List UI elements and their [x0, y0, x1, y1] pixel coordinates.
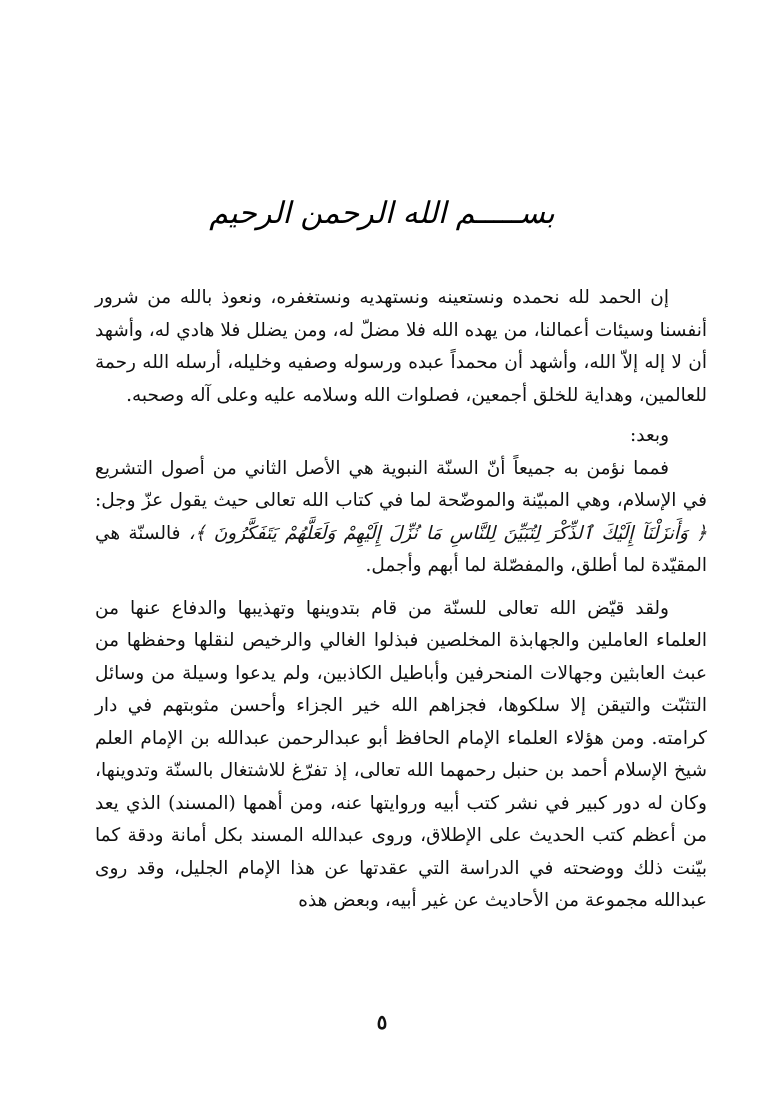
- opening-paragraph: إن الحمد لله نحمده ونستعينه ونستهديه ونستغفره، ونعوذ بالله من شرور أنفسنا وسيئات أعمالنا، من يهده الله فلا مضلّ له، ومن يضلل فلا هادي له، وأشهد أن لا إله إلاّ الله، وأشهد أن محمداً عبده ورسوله وصفيه وخليله، أرسله الله رحمة للعالمين، وهداية للخلق أجمعين، فصلوات الله وسلامه عليه وعلى آله وصحبه.: [95, 287, 707, 406]
- page-number: ٥: [376, 1010, 388, 1034]
- sunnah-paragraph: [95, 453, 707, 583]
- quran-verse: ﴿ وَأَنزَلْنَآ إِلَيْكَ ٱلذِّكْرَ لِتُبَيِّنَ لِلنَّاسِ مَا نُزِّلَ إِلَيْهِمْ وَلَعَلَّهُمْ يَتَفَكَّرُونَ ﴾،: [188, 522, 707, 544]
- scholars-paragraph: ولقد قيّض الله تعالى للسنّة من قام بتدوينها وتهذيبها والدفاع عنها من العلماء العاملين والجهابذة المخلصين فبذلوا الغالي والرخيص لنقلها وحفظها من عبث العابثين وجهالات المنحرفين وأباطيل الكاذبين، ولم يدعوا وسيلة من وسائل التثبّت والتيقن إلا سلكوها، فجزاهم الله خير الجزاء وأحسن مثوبتهم في دار كرامته. ومن هؤلاء العلماء الإمام الحافظ أبو عبدالرحمن عبدالله بن الإمام العلم شيخ الإسلام أحمد بن حنبل رحمهما الله تعالى، إذ تفرّغ للاشتغال بالسنّة وتدوينها، وكان له دور كبير في نشر كتب أبيه وروايتها عنه، ومن أهمها (المسند) الذي يعد من أعظم كتب الحديث على الإطلاق، وروى عبدالله المسند بكل أمانة ودقة كما بيّنت ذلك ووضحته في الدراسة التي عقدتها عن هذا الإمام الجليل، وقد روى عبدالله مجموعة من الأحاديث عن غير أبيه، وبعض هذه: [95, 597, 707, 911]
- wabad-heading: وبعد:: [630, 425, 669, 446]
- sunnah-paragraph-conclusion: فالسنّة هي المقيّدة لما أطلق، والمفصّلة لما أبهم وأجمل.: [95, 522, 707, 576]
- basmala-heading: بســـــم الله الرحمن الرحيم: [209, 196, 555, 231]
- body-text: [95, 282, 707, 918]
- sunnah-paragraph-text: فمما نؤمن به جميعاً أنّ السنّة النبوية هي الأصل الثاني من أصول التشريع في الإسلام، وهي المبيّنة والموضّحة لما في كتاب الله تعالى حيث يقول عزّ وجل:: [95, 457, 707, 511]
